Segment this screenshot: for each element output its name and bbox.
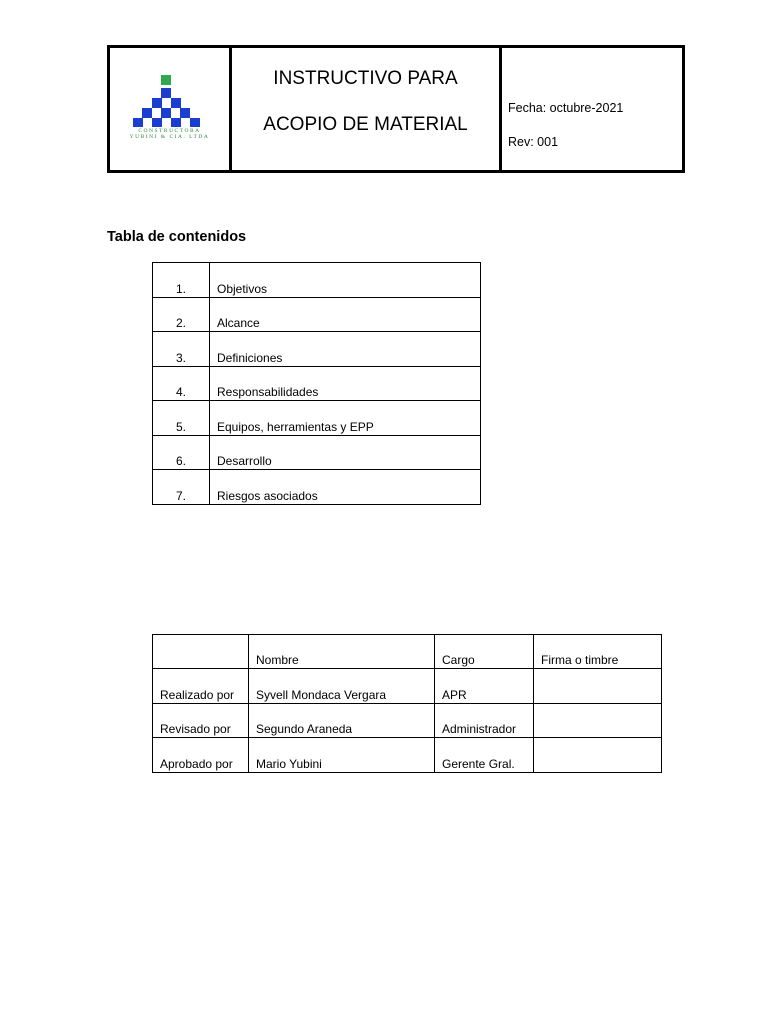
toc-number: 6. [153, 435, 210, 470]
approval-role-cell: Realizado por [153, 669, 249, 703]
approval-column-header: Firma o timbre [534, 635, 662, 669]
title-line-2: ACOPIO DE MATERIAL [263, 114, 468, 135]
company-logo [110, 48, 232, 170]
approval-cargo-cell: Administrador [435, 703, 534, 737]
approval-column-header: Cargo [435, 635, 534, 669]
logo-line1: CONSTRUCTORA [138, 128, 201, 134]
approval-role-cell: Aprobado por [153, 738, 249, 772]
approval-table [152, 634, 662, 773]
toc-row [153, 470, 481, 505]
approval-cargo-cell: APR [435, 669, 534, 703]
toc-number: 7. [153, 470, 210, 505]
toc-table [152, 262, 481, 505]
toc-row [153, 263, 481, 298]
logo-line2: YUBINI & CIA. LTDA [129, 134, 210, 140]
toc-row [153, 297, 481, 332]
toc-label: Alcance [210, 297, 481, 332]
title-line-1: INSTRUCTIVO PARA [273, 68, 458, 89]
toc-label: Responsabilidades [210, 366, 481, 401]
toc-label: Riesgos asociados [210, 470, 481, 505]
fecha-label: Fecha: octubre-2021 [508, 101, 624, 115]
toc-number: 2. [153, 297, 210, 332]
approval-name-cell: Segundo Araneda [249, 703, 435, 737]
approval-row [153, 703, 662, 737]
document-title [232, 48, 502, 170]
approval-name-cell: Mario Yubini [249, 738, 435, 772]
toc-label: Desarrollo [210, 435, 481, 470]
toc-row [153, 332, 481, 367]
approval-header-row [153, 635, 662, 669]
approval-row [153, 669, 662, 703]
approval-role-cell: Revisado por [153, 703, 249, 737]
rev-label: Rev: 001 [508, 135, 559, 149]
approval-cargo-cell: Gerente Gral. [435, 738, 534, 772]
toc-label: Objetivos [210, 263, 481, 298]
toc-number: 4. [153, 366, 210, 401]
approval-column-header: Nombre [249, 635, 435, 669]
approval-firma-cell[interactable] [534, 669, 662, 703]
toc-number: 3. [153, 332, 210, 367]
toc-number: 1. [153, 263, 210, 298]
toc-number: 5. [153, 401, 210, 436]
toc-title: Tabla de contenidos [107, 229, 247, 245]
document-header [107, 45, 685, 173]
toc-row [153, 366, 481, 401]
toc-label: Equipos, herramientas y EPP [210, 401, 481, 436]
toc-label: Definiciones [210, 332, 481, 367]
document-meta [502, 48, 682, 170]
approval-firma-cell[interactable] [534, 738, 662, 772]
approval-name-cell: Syvell Mondaca Vergara [249, 669, 435, 703]
toc-row [153, 435, 481, 470]
approval-row [153, 738, 662, 772]
toc-row [153, 401, 481, 436]
approval-firma-cell[interactable] [534, 703, 662, 737]
approval-column-header [153, 635, 249, 669]
